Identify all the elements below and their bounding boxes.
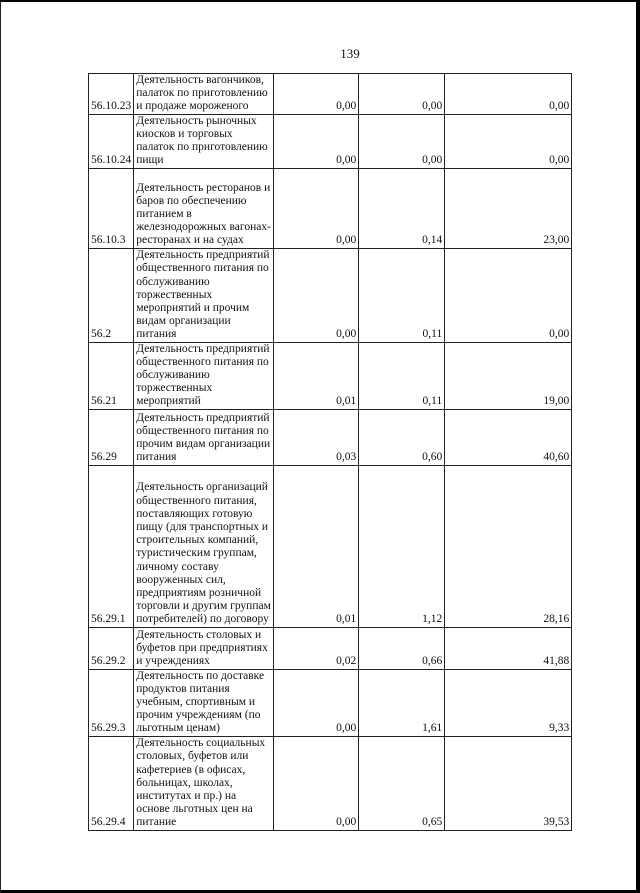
activity-name: Деятельность столовых и буфетов при предприятиях и учреждениях [134,627,274,669]
okved-code: 56.21 [89,342,134,409]
activity-name: Деятельность социальных столовых, буфетов или кафетериев (в офисах, больницах, школах, институтах и пр.) на основе льготных цен на питание [134,736,274,830]
activity-name: Деятельность рыночных киосков и торговых палаток по приготовлению пищи [134,114,274,168]
value-col-2: 0,65 [359,736,445,830]
value-col-2: 1,12 [359,465,445,627]
value-col-3: 19,00 [445,342,572,409]
table-row [89,736,572,830]
activity-name: Деятельность предприятий общественного питания по прочим видам организации питания [134,409,274,465]
value-col-2: 0,14 [359,168,445,248]
table-row [89,168,572,248]
okved-code: 56.10.3 [89,168,134,248]
value-col-3: 23,00 [445,168,572,248]
value-col-1: 0,00 [274,168,359,248]
table-row [89,669,572,736]
value-col-1: 0,01 [274,465,359,627]
value-col-2: 0,11 [359,342,445,409]
okved-code: 56.29.3 [89,669,134,736]
value-col-1: 0,00 [274,74,359,115]
activity-name: Деятельность предприятий общественного питания по обслуживанию торжественных мероприятий [134,342,274,409]
value-col-2: 0,60 [359,409,445,465]
okved-code: 56.10.23 [89,74,134,115]
value-col-3: 0,00 [445,248,572,342]
value-col-2: 0,66 [359,627,445,669]
table-row [89,465,572,627]
value-col-3: 39,53 [445,736,572,830]
value-col-1: 0,00 [274,736,359,830]
activity-name: Деятельность предприятий общественного питания по обслуживанию торжественных мероприятий и прочим видам организации питания [134,248,274,342]
value-col-2: 0,11 [359,248,445,342]
value-col-2: 1,61 [359,669,445,736]
activity-name: Деятельность вагончиков, палаток по приготовлению и продаже мороженого [134,74,274,115]
value-col-3: 40,60 [445,409,572,465]
value-col-1: 0,02 [274,627,359,669]
table-row [89,409,572,465]
okved-code: 56.29 [89,409,134,465]
value-col-1: 0,03 [274,409,359,465]
value-col-2: 0,00 [359,74,445,115]
activity-name: Деятельность по доставке продуктов питания учебным, спортивным и прочим учреждениям (по льготным ценам) [134,669,274,736]
value-col-1: 0,00 [274,669,359,736]
table-row [89,342,572,409]
value-col-3: 0,00 [445,114,572,168]
okved-code: 56.29.2 [89,627,134,669]
activity-name: Деятельность организаций общественного питания, поставляющих готовую пищу (для транспортных и строительных компаний, туристическим группам, личному составу вооруженных сил, предприятиям розничной торговли и другим группам потребителей) по договору [134,465,274,627]
okved-code: 56.29.1 [89,465,134,627]
data-table [88,73,572,831]
value-col-3: 41,88 [445,627,572,669]
okved-code: 56.29.4 [89,736,134,830]
activity-name: Деятельность ресторанов и баров по обеспечению питанием в железнодорожных вагонах-ресторанах и на судах [134,168,274,248]
value-col-3: 9,33 [445,669,572,736]
value-col-1: 0,01 [274,342,359,409]
okved-code: 56.10.24 [89,114,134,168]
value-col-1: 0,00 [274,248,359,342]
table-row [89,74,572,115]
page-number: 139 [340,46,360,61]
table-row [89,627,572,669]
value-col-1: 0,00 [274,114,359,168]
okved-code: 56.2 [89,248,134,342]
value-col-2: 0,00 [359,114,445,168]
value-col-3: 0,00 [445,74,572,115]
table-row [89,248,572,342]
table-row [89,114,572,168]
value-col-3: 28,16 [445,465,572,627]
